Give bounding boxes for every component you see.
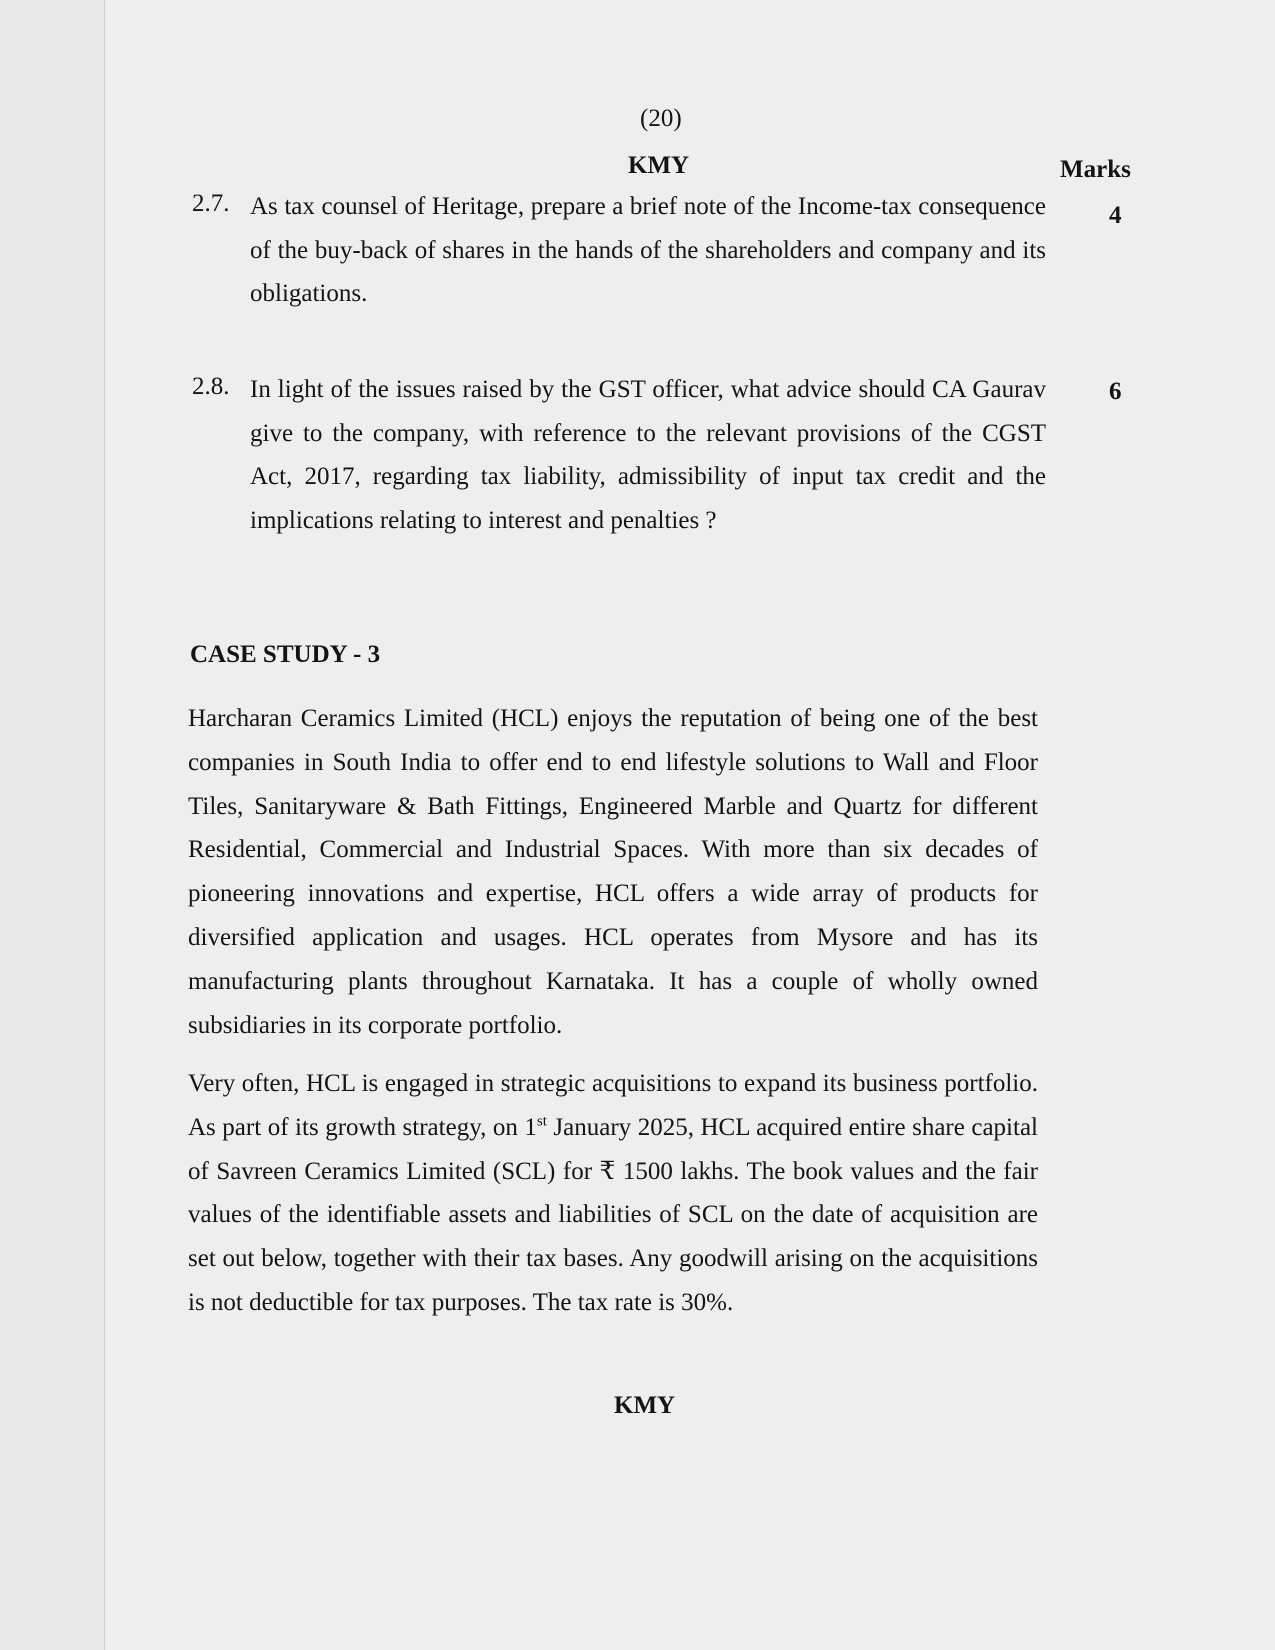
case-study-paragraph: Harcharan Ceramics Limited (HCL) enjoys the reputation of being one of the best companies in South India to offer end to end lifestyle solutions to Wall and Floor Tiles, Sanitaryware & Bath Fittings, Engineered Marble and Quartz for different Residential, Commercial and Industrial Spaces. With more than six decades of pioneering innovations and expertise, HCL offers a wide array of products for diversified application and usages. HCL operates from Mysore and has its manufacturing plants throughout Karnataka. It has a couple of wholly owned subsidiaries in its corporate portfolio. (188, 705, 1038, 1039)
question-text-2-7: As tax counsel of Heritage, prepare a brief note of the Income-tax consequence of the buy-back of shares in the hands of the shareholders and company and its obligations. (250, 193, 1046, 307)
question-marks-2-8: 6 (1109, 378, 1122, 405)
case-study-paragraph-acquisition (188, 1062, 1038, 1325)
paper-code-header: KMY (628, 152, 690, 179)
case-study-title: CASE STUDY - 3 (190, 641, 381, 668)
page-number: (20) (640, 105, 682, 132)
question-number-2-8: 2.8. (192, 373, 230, 400)
marks-column-heading: Marks (1060, 156, 1131, 183)
question-marks-2-7: 4 (1109, 202, 1122, 229)
scan-margin (0, 0, 104, 1650)
paper-code-footer: KMY (614, 1392, 676, 1419)
question-number-2-7: 2.7. (192, 190, 230, 217)
ordinal-suffix: st (536, 1113, 547, 1130)
question-text-2-8: In light of the issues raised by the GST officer, what advice should CA Gaurav give to the company, with reference to the relevant provisions of the CGST Act, 2017, regarding tax liability, admissibility of input tax credit and the implications relating to interest and penalties ? (250, 376, 1046, 534)
paragraph-text: January 2025, HCL acquired entire share capital of Savreen Ceramics Limited (SCL) for ₹ 1500 lakhs. The book values and the fair values of the identifiable assets and liabilities of SCL on the date of acquisition are set out below, together with their tax bases. Any goodwill arising on the acquisitions is not deductible for tax purposes. The tax rate is 30%. (188, 1113, 1038, 1316)
paragraph-text: Very often, HCL is engaged in strategic acquisitions to expand its business portfolio. As part of its growth strategy, on 1 (188, 1070, 1038, 1141)
